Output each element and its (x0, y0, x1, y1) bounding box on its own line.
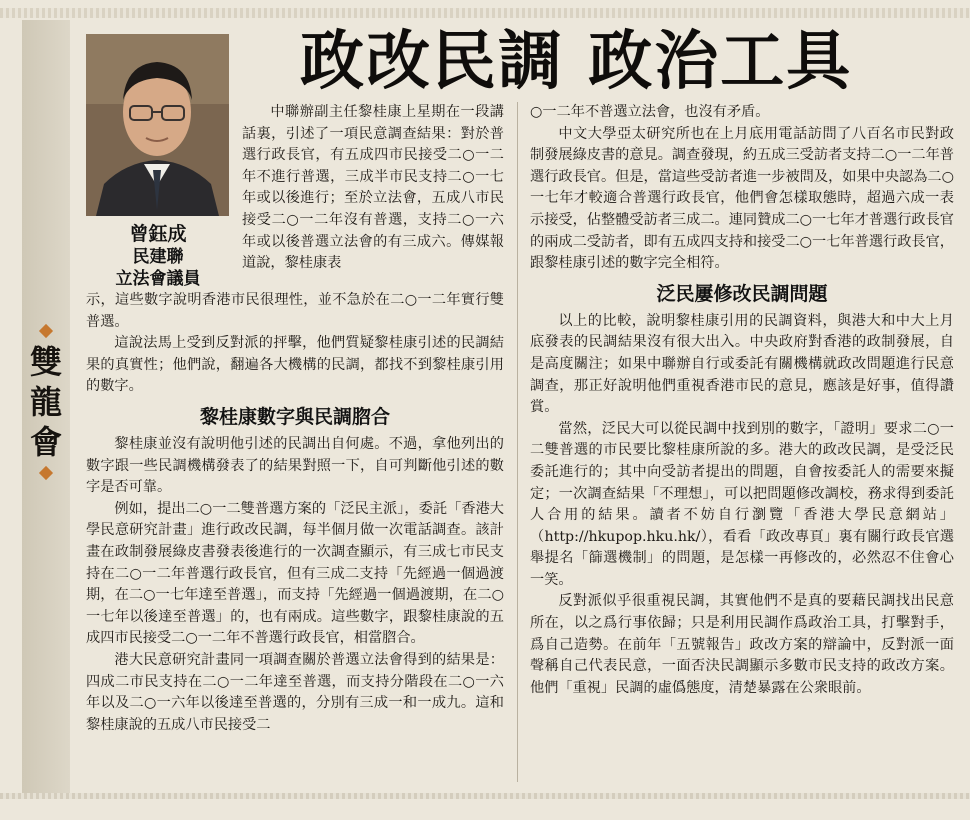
right-column (530, 102, 954, 699)
paragraph: 示，這些數字說明香港市民很理性，並不急於在二○一二年實行雙普選。 (86, 292, 504, 330)
column-label (28, 320, 64, 484)
paragraph: 中聯辦副主任黎桂康上星期在一段講話裏，引述了一項民意調查結果：對於普選行政長官，有五成四市民接受二○一二年不進行普選，三成半市民支持二○一七年或以後進行；至於立法會，五成八市民接受二○一二年沒有普選，支持二○一六年或以後普選立法會的有三成六。傳媒報道說，黎桂康表 (242, 104, 504, 272)
intro-column (242, 102, 504, 275)
diamond-icon (39, 324, 53, 338)
paragraph: 以上的比較，說明黎桂康引用的民調資料，與港大和中大上月底發表的民調結果沒有很大出入。中央政府對香港的政制發展，自是高度關注；如果中聯辦自行或委託有關機構就政改問題進行民意調查，那正好說明他們重視香港市民的意見，應該是好事，值得讚賞。 (530, 312, 954, 416)
subheading: 泛民屢修改民調問題 (656, 282, 828, 305)
headline: 政改民調 政治工具 (300, 24, 853, 99)
column-label-char: 雙 (29, 343, 62, 381)
paragraph: 黎桂康並沒有說明他引述的民調出自何處。不過，拿他列出的數字跟一些民調機構發表了的結果對照一下，自可判斷他引述的數字是否可靠。 (86, 435, 504, 496)
paragraph: 中文大學亞太研究所也在上月底用電話訪問了八百名市民對政制發展綠皮書的意見。調查發現，約五成三受訪者支持二○一二年普選行政長官。但是，當這些受訪者進一步被問及，如果中央認為二○一七年才較適合普選行政長官，他們會怎樣取態時，超過六成一表示接受，佔整體受訪者三成二。連同贊成二○一七年才普選行政長官的兩成二受訪者，即有五成四支持和接受二○一七年普選行政長官，跟黎桂康引述的數字完全相符。 (530, 125, 954, 272)
bottom-rule (0, 793, 970, 799)
paragraph: 反對派似乎很重視民調，其實他們不是真的要藉民調找出民意所在，以之爲行事依歸；只是利用民調作爲政治工具，打擊對手，爲自己造勢。在前年「五號報告」政改方案的辯論中，反對派一面聲稱自己代表民意，一面否決民調顯示多數市民支持的政改方案。他們「重視」民調的虛僞態度，清楚暴露在公衆眼前。 (530, 593, 954, 696)
left-column (86, 290, 504, 736)
author-party: 民建聯 (132, 247, 184, 267)
paragraph: ○一二年不普選立法會，也沒有矛盾。 (530, 104, 770, 120)
column-divider (517, 102, 518, 782)
subheading: 黎桂康數字與民調脗合 (199, 405, 390, 428)
author-byline (78, 222, 238, 290)
portrait-image (86, 34, 229, 216)
column-label-char: 龍 (29, 383, 62, 421)
paragraph: 當然，泛民大可以從民調中找到別的數字，「證明」要求二○一二雙普選的市民要比黎桂康所說的多。港大的政改民調，是受泛民委託進行的；其中向受訪者提出的問題，自會按委託人的需要來擬定；一次調查結果「不理想」，可以把問題修改調校，務求得到委託人合用的結果。讀者不妨自行瀏覽「香港大學民意網站」（http://hkupop.hku.hk/），看看「政改專頁」裏有關行政長官選舉提名「篩選機制」的問題，是怎樣一再修改的，必然忍不住會心一笑。 (530, 420, 954, 588)
author-title: 立法會議員 (115, 269, 201, 289)
diamond-icon (39, 466, 53, 480)
paragraph: 這說法馬上受到反對派的抨擊，他們質疑黎桂康引述的民調結果的真實性；他們說，翻遍各大機構的民調，都找不到黎桂康引用的數字。 (86, 335, 504, 395)
top-rule (0, 8, 970, 18)
column-label-char: 會 (29, 423, 62, 461)
author-photo (86, 34, 229, 216)
paragraph: 例如，提出二○一二雙普選方案的「泛民主派」，委託「香港大學民意研究計畫」進行政改民調，每半個月做一次電話調查。該計畫在政制發展綠皮書發表後進行的一次調查顯示，有三成七市民支持在二○一二年普選行政長官，但有三成二支持「先經過一個過渡期，在二○一七年達至普選」，而支持「先經過一個過渡期，在二○一七年以後達至普選」的，也有兩成。這些數字，跟黎桂康說的五成四市民接受二○一二年不普選行政長官，相當脗合。 (86, 500, 504, 647)
paragraph: 港大民意研究計畫同一項調查關於普選立法會得到的結果是：四成二市民支持在二○一二年達至普選，而支持分階段在二○一六年以及二○一六年以後達至普選的，分別有三成一和一成九。這和黎桂康說的五成八市民接受二 (86, 651, 504, 733)
author-name: 曾鈺成 (129, 223, 187, 245)
